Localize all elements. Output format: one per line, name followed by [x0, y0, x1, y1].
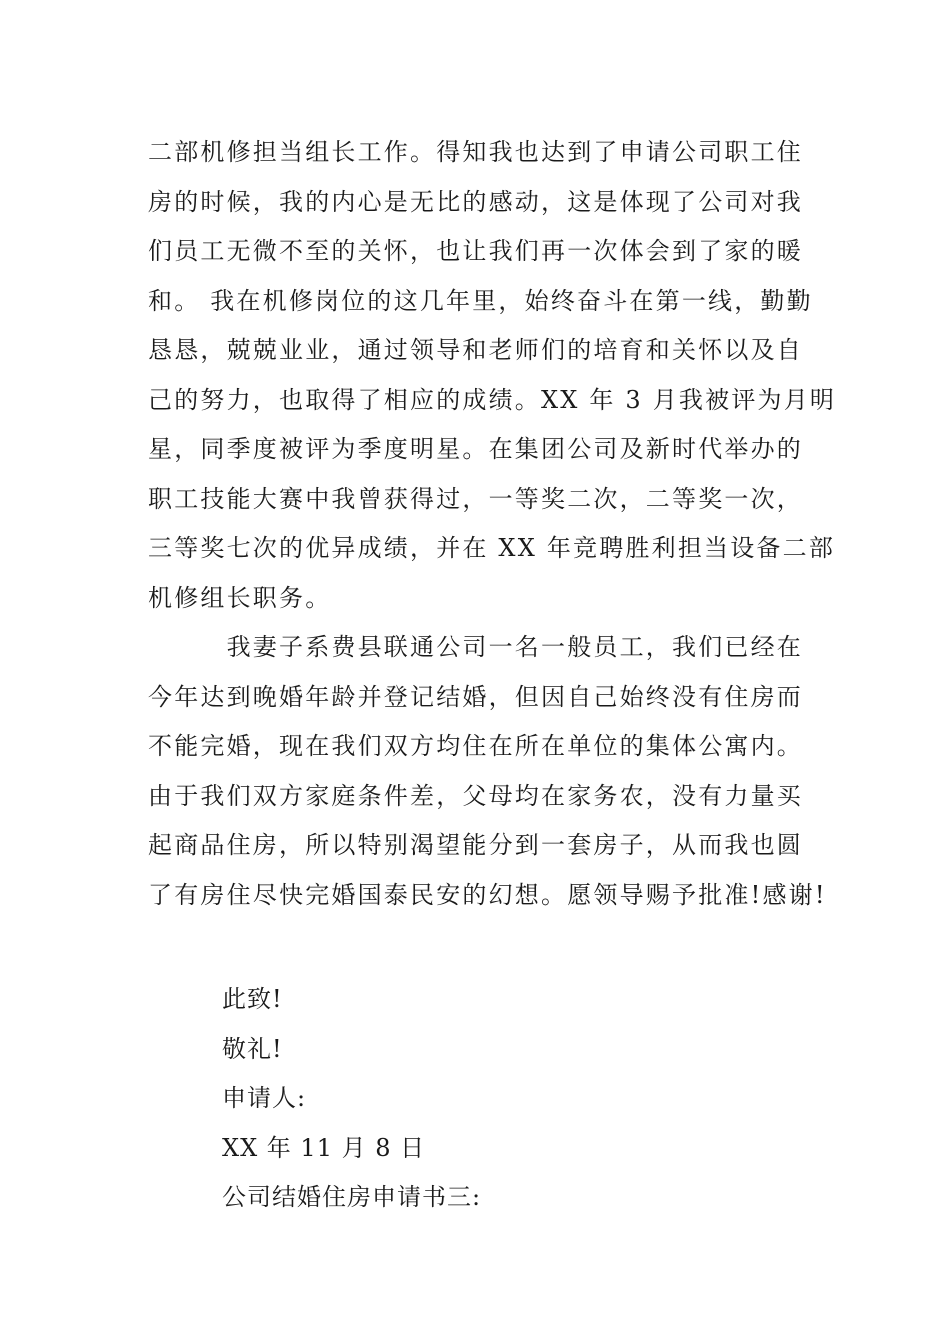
- body-line: 起商品住房，所以特别渴望能分到一套房子，从而我也圆: [148, 831, 803, 859]
- body-line: 不能完婚，现在我们双方均住在所在单位的集体公寓内。: [148, 732, 803, 760]
- body-line: 今年达到晚婚年龄并登记结婚，但因自己始终没有住房而: [148, 682, 803, 711]
- closing-salutation: 此致!: [222, 985, 283, 1013]
- body-line: 三等奖七次的优异成绩，并在 XX 年竞聘胜利担当设备二部: [148, 534, 836, 562]
- body-line: 由于我们双方家庭条件差，父母均在家务农，没有力量买: [148, 781, 803, 810]
- body-line: 房的时候，我的内心是无比的感动，这是体现了公司对我: [148, 187, 803, 216]
- body-line: 恳恳，兢兢业业，通过领导和老师们的培育和关怀以及自: [148, 336, 803, 364]
- applicant-label: 申请人:: [222, 1084, 307, 1112]
- letter-body: [148, 128, 837, 920]
- body-line: 机修组长职务。: [148, 583, 332, 612]
- body-line: 和。 我在机修岗位的这几年里，始终奋斗在第一线，勤勤: [148, 286, 813, 315]
- body-line: 二部机修担当组长工作。得知我也达到了申请公司职工住: [148, 138, 803, 166]
- body-line: 我妻子系费县联通公司一名一般员工，我们已经在: [148, 633, 803, 661]
- letter-date: XX 年 11 月 8 日: [222, 1133, 426, 1162]
- body-line: 己的努力，也取得了相应的成绩。XX 年 3 月我被评为月明: [148, 385, 837, 414]
- body-line: 们员工无微不至的关怀，也让我们再一次体会到了家的暖: [148, 237, 803, 265]
- letter-closing: [222, 975, 822, 1223]
- body-line: 职工技能大赛中我曾获得过，一等奖二次，二等奖一次，: [148, 484, 803, 513]
- next-section-title: 公司结婚住房申请书三:: [222, 1183, 482, 1211]
- body-line: 了有房住尽快完婚国泰民安的幻想。愿领导赐予批准!感谢!: [148, 880, 827, 909]
- closing-regards: 敬礼!: [222, 1034, 283, 1063]
- body-line: 星，同季度被评为季度明星。在集团公司及新时代举办的: [148, 435, 803, 463]
